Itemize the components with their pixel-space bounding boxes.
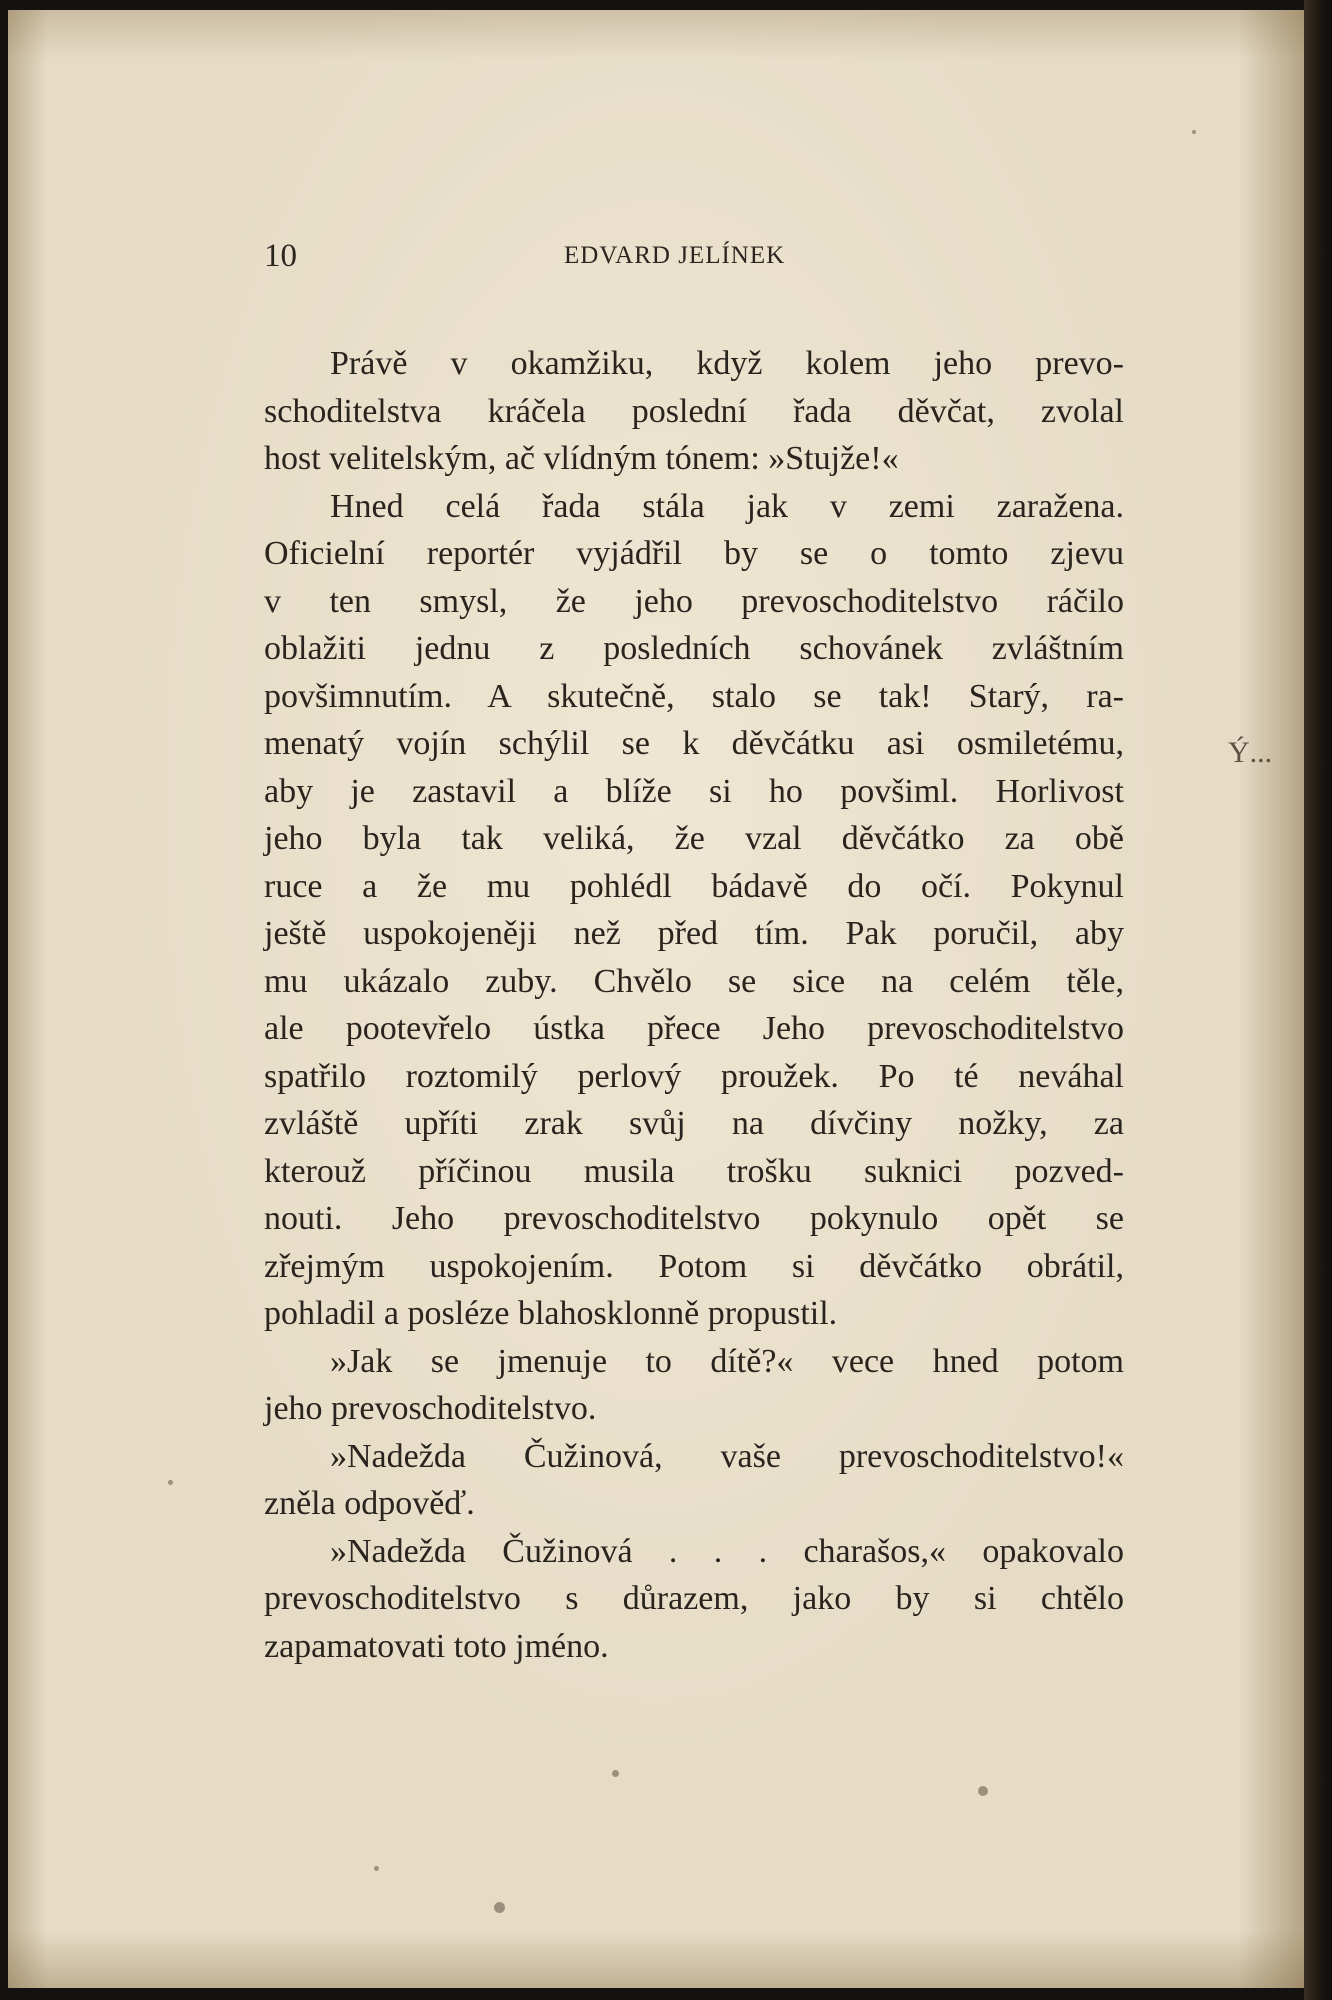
text-line: spatřilo roztomilý perlový proužek. Po té neváhal — [264, 1057, 1124, 1095]
text-line: zřejmým uspokojením. Potom si děvčátko obrátil, — [264, 1247, 1124, 1285]
text-line: oblažiti jednu z posledních schovánek zvláštním — [264, 630, 1124, 667]
body-text — [264, 340, 1124, 1670]
text-line: mu ukázalo zuby. Chvělo se sice na celém těle, — [264, 962, 1124, 1000]
text-line: »Jak se jmenuje to dítě?« vece hned potom — [330, 1342, 1124, 1380]
paper-speck — [374, 1866, 379, 1871]
text-line: ale pootevřelo ústka přece Jeho prevoschoditelstvo — [264, 1010, 1124, 1047]
text-line: jeho prevoschoditelstvo. — [264, 1390, 597, 1427]
margin-annotation: Ý... — [1228, 736, 1273, 769]
text-line: pohladil a posléze blahosklonně propustil. — [264, 1295, 838, 1332]
text-line: povšimnutím. A skutečně, stalo se tak! Starý, ra- — [264, 677, 1124, 715]
text-line: menatý vojín schýlil se k děvčátku asi osmiletému, — [264, 725, 1124, 762]
paper-speck — [494, 1902, 505, 1913]
text-line: jeho byla tak veliká, že vzal děvčátko za obě — [264, 820, 1124, 857]
text-line: »Nadežda Čužinová, vaše prevoschoditelstvo!« — [330, 1437, 1124, 1475]
text-line: host velitelským, ač vlídným tónem: »Stujže!« — [264, 440, 899, 477]
book-gutter — [1304, 0, 1332, 2000]
text-line: Oficielní reportér vyjádřil by se o tomto zjevu — [264, 535, 1124, 572]
paper-speck — [612, 1770, 619, 1777]
text-line: ruce a že mu pohlédl bádavě do očí. Pokynul — [264, 867, 1124, 905]
text-line: ještě uspokojeněji než před tím. Pak poručil, aby — [264, 915, 1124, 952]
paper-speck — [978, 1786, 988, 1796]
text-line: v ten smysl, že jeho prevoschoditelstvo ráčilo — [264, 582, 1124, 620]
text-line: kterouž příčinou musila trošku suknici pozved- — [264, 1152, 1124, 1190]
text-line: zvláště upříti zrak svůj na dívčiny nožky, za — [264, 1105, 1124, 1142]
text-line: »Nadežda Čužinová . . . charašos,« opakovalo — [330, 1532, 1124, 1570]
text-line: zapamatovati toto jméno. — [264, 1627, 609, 1665]
text-line: zněla odpověď. — [264, 1485, 475, 1522]
running-head: EDVARD JELÍNEK — [564, 242, 786, 269]
paper-speck — [168, 1480, 173, 1485]
text-line: schoditelstva kráčela poslední řada děvčat, zvolal — [264, 392, 1124, 430]
page-header — [264, 238, 1124, 278]
text-line: prevoschoditelstvo s důrazem, jako by si chtělo — [264, 1580, 1124, 1617]
text-line: Hned celá řada stála jak v zemi zaražena. — [330, 487, 1124, 525]
text-line: nouti. Jeho prevoschoditelstvo pokynulo opět se — [264, 1200, 1124, 1237]
paper-speck — [1192, 130, 1196, 134]
page-number: 10 — [264, 238, 297, 274]
text-line: Právě v okamžiku, když kolem jeho prevo- — [330, 345, 1124, 382]
text-line: aby je zastavil a blíže si ho povšiml. Horlivost — [264, 772, 1124, 810]
